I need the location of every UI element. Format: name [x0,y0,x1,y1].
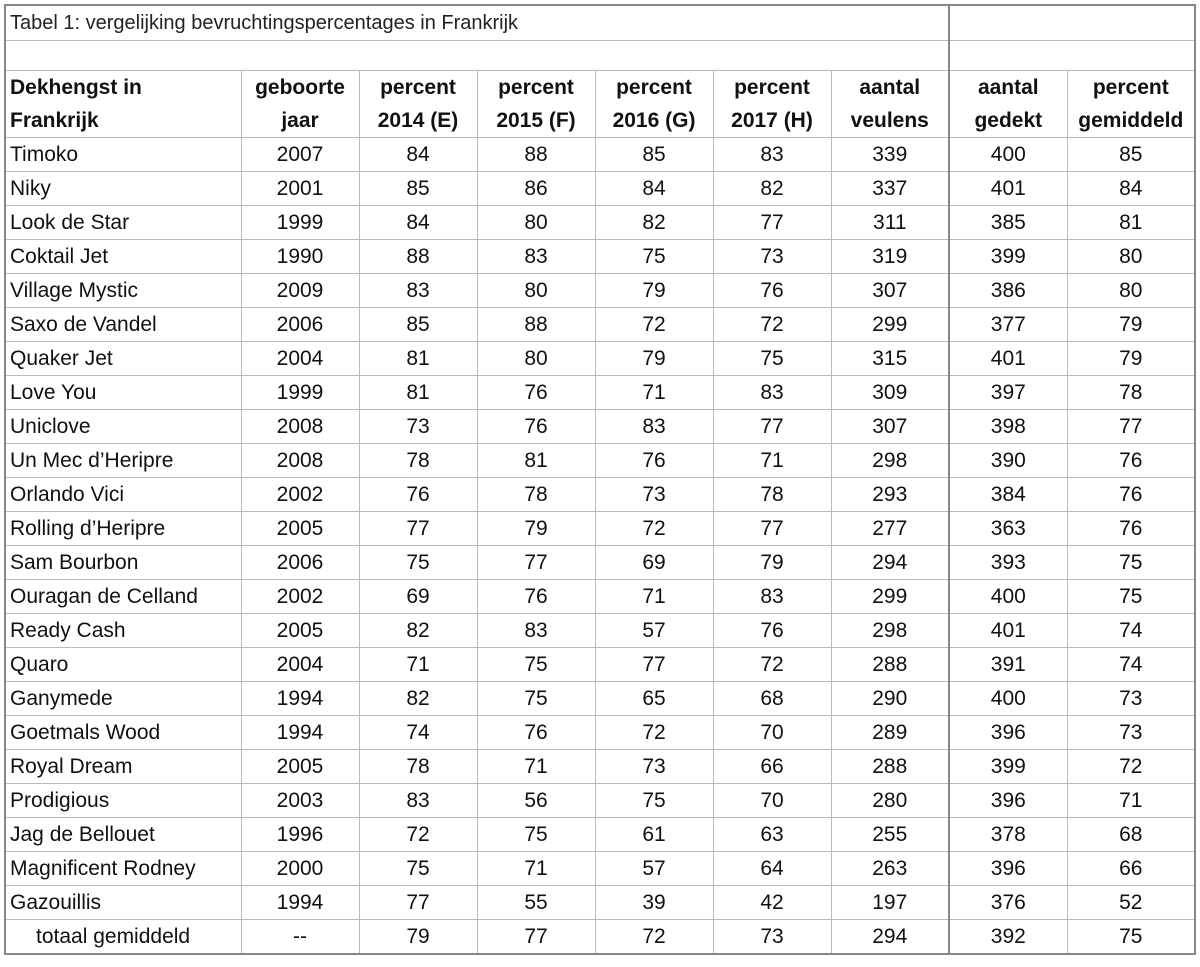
header-stallion: Dekhengst in Frankrijk [5,71,241,138]
cell-birth-year: 1990 [241,240,359,274]
cell-foals-count: 298 [831,614,949,648]
table-row [5,342,1195,376]
table-row [5,138,1195,172]
cell-foals-count: 294 [831,546,949,580]
cell-stallion-name: Magnificent Rodney [5,852,241,886]
cell-foals-count: 263 [831,852,949,886]
total-percent-2016: 72 [595,920,713,955]
cell-percent-2017: 79 [713,546,831,580]
table-row [5,750,1195,784]
cell-stallion-name: Orlando Vici [5,478,241,512]
cell-percent-average: 80 [1067,274,1195,308]
table-row [5,410,1195,444]
cell-percent-2014: 75 [359,852,477,886]
spacer-cell [5,41,949,71]
table-row [5,546,1195,580]
cell-percent-2014: 85 [359,172,477,206]
cell-percent-2017: 64 [713,852,831,886]
cell-percent-2015: 77 [477,546,595,580]
cell-birth-year: 1994 [241,682,359,716]
cell-percent-2014: 77 [359,886,477,920]
cell-percent-2015: 55 [477,886,595,920]
cell-percent-2015: 76 [477,580,595,614]
table-title: Tabel 1: vergelijking bevruchtingspercentages in Frankrijk [5,5,949,41]
cell-stallion-name: Prodigious [5,784,241,818]
cell-percent-2016: 75 [595,784,713,818]
cell-covered-count: 399 [949,750,1067,784]
cell-percent-2016: 76 [595,444,713,478]
cell-percent-2014: 81 [359,376,477,410]
cell-percent-2016: 77 [595,648,713,682]
cell-percent-2014: 69 [359,580,477,614]
cell-foals-count: 319 [831,240,949,274]
cell-percent-2016: 73 [595,750,713,784]
cell-foals-count: 288 [831,648,949,682]
cell-stallion-name: Love You [5,376,241,410]
cell-percent-2015: 86 [477,172,595,206]
cell-birth-year: 2009 [241,274,359,308]
cell-percent-average: 66 [1067,852,1195,886]
header-percent-2017: percent 2017 (H) [713,71,831,138]
cell-covered-count: 391 [949,648,1067,682]
table-row [5,648,1195,682]
cell-percent-2015: 75 [477,648,595,682]
cell-covered-count: 401 [949,342,1067,376]
cell-foals-count: 315 [831,342,949,376]
cell-covered-count: 401 [949,172,1067,206]
cell-percent-average: 76 [1067,512,1195,546]
cell-covered-count: 401 [949,614,1067,648]
cell-percent-average: 73 [1067,682,1195,716]
total-percent-2015: 77 [477,920,595,955]
cell-stallion-name: Niky [5,172,241,206]
cell-percent-average: 80 [1067,240,1195,274]
total-birth-year: -- [241,920,359,955]
cell-birth-year: 2005 [241,512,359,546]
cell-percent-2016: 79 [595,342,713,376]
table-row [5,818,1195,852]
cell-percent-2017: 83 [713,138,831,172]
cell-birth-year: 2002 [241,580,359,614]
cell-stallion-name: Jag de Bellouet [5,818,241,852]
cell-birth-year: 2007 [241,138,359,172]
cell-foals-count: 197 [831,886,949,920]
header-covered-count: aantal gedekt [949,71,1067,138]
cell-percent-2014: 83 [359,784,477,818]
cell-percent-2015: 76 [477,376,595,410]
cell-birth-year: 2003 [241,784,359,818]
title-row-right-cell [949,5,1195,41]
table-row [5,716,1195,750]
cell-percent-2016: 84 [595,172,713,206]
total-row [5,920,1195,955]
cell-stallion-name: Timoko [5,138,241,172]
cell-percent-2014: 84 [359,138,477,172]
cell-percent-2016: 71 [595,580,713,614]
cell-percent-2016: 39 [595,886,713,920]
cell-percent-2015: 71 [477,750,595,784]
cell-percent-2017: 77 [713,512,831,546]
cell-percent-2017: 70 [713,784,831,818]
cell-percent-2017: 77 [713,206,831,240]
cell-percent-2015: 83 [477,614,595,648]
cell-covered-count: 400 [949,682,1067,716]
cell-covered-count: 396 [949,784,1067,818]
cell-birth-year: 2005 [241,750,359,784]
cell-percent-2016: 72 [595,512,713,546]
total-stallion-name: totaal gemiddeld [5,920,241,955]
cell-foals-count: 299 [831,308,949,342]
header-percent-2014: percent 2014 (E) [359,71,477,138]
cell-percent-2016: 72 [595,308,713,342]
spreadsheet-table-sheet [4,4,1194,962]
cell-percent-2017: 78 [713,478,831,512]
cell-covered-count: 393 [949,546,1067,580]
cell-percent-2014: 78 [359,750,477,784]
cell-birth-year: 2001 [241,172,359,206]
cell-percent-average: 52 [1067,886,1195,920]
cell-percent-average: 76 [1067,478,1195,512]
cell-percent-2014: 82 [359,682,477,716]
cell-percent-2017: 75 [713,342,831,376]
cell-percent-2014: 77 [359,512,477,546]
cell-percent-2016: 61 [595,818,713,852]
cell-percent-2016: 82 [595,206,713,240]
header-percent-average: percent gemiddeld [1067,71,1195,138]
cell-percent-2017: 71 [713,444,831,478]
cell-stallion-name: Rolling d’Heripre [5,512,241,546]
table-row [5,512,1195,546]
fertility-comparison-table [4,4,1196,955]
cell-percent-2014: 81 [359,342,477,376]
cell-stallion-name: Goetmals Wood [5,716,241,750]
cell-percent-2016: 69 [595,546,713,580]
cell-percent-average: 78 [1067,376,1195,410]
cell-foals-count: 299 [831,580,949,614]
cell-percent-average: 73 [1067,716,1195,750]
header-percent-2016: percent 2016 (G) [595,71,713,138]
cell-percent-2015: 88 [477,308,595,342]
cell-percent-2016: 71 [595,376,713,410]
cell-covered-count: 397 [949,376,1067,410]
cell-stallion-name: Ganymede [5,682,241,716]
cell-covered-count: 363 [949,512,1067,546]
cell-stallion-name: Un Mec d’Heripre [5,444,241,478]
table-row [5,376,1195,410]
cell-percent-average: 74 [1067,648,1195,682]
cell-covered-count: 399 [949,240,1067,274]
cell-foals-count: 280 [831,784,949,818]
cell-percent-average: 77 [1067,410,1195,444]
cell-stallion-name: Sam Bourbon [5,546,241,580]
cell-percent-2017: 77 [713,410,831,444]
cell-percent-2017: 68 [713,682,831,716]
cell-percent-2017: 63 [713,818,831,852]
cell-stallion-name: Quaker Jet [5,342,241,376]
cell-stallion-name: Look de Star [5,206,241,240]
cell-foals-count: 255 [831,818,949,852]
cell-percent-2017: 83 [713,580,831,614]
cell-birth-year: 1999 [241,206,359,240]
table-row [5,172,1195,206]
cell-birth-year: 2008 [241,410,359,444]
table-row [5,478,1195,512]
cell-birth-year: 1994 [241,886,359,920]
table-row [5,580,1195,614]
cell-birth-year: 2008 [241,444,359,478]
header-percent-2015: percent 2015 (F) [477,71,595,138]
cell-percent-2016: 85 [595,138,713,172]
cell-percent-average: 68 [1067,818,1195,852]
cell-covered-count: 400 [949,580,1067,614]
cell-covered-count: 376 [949,886,1067,920]
cell-percent-2017: 73 [713,240,831,274]
cell-foals-count: 298 [831,444,949,478]
cell-covered-count: 384 [949,478,1067,512]
cell-stallion-name: Ouragan de Celland [5,580,241,614]
cell-covered-count: 386 [949,274,1067,308]
cell-covered-count: 385 [949,206,1067,240]
cell-percent-2017: 76 [713,614,831,648]
header-birth-year: geboorte jaar [241,71,359,138]
cell-percent-2015: 88 [477,138,595,172]
cell-percent-2015: 80 [477,342,595,376]
cell-foals-count: 293 [831,478,949,512]
cell-percent-2014: 82 [359,614,477,648]
cell-foals-count: 290 [831,682,949,716]
cell-percent-2017: 76 [713,274,831,308]
cell-covered-count: 390 [949,444,1067,478]
cell-birth-year: 1999 [241,376,359,410]
total-percent-2017: 73 [713,920,831,955]
cell-percent-2016: 72 [595,716,713,750]
cell-percent-2017: 72 [713,648,831,682]
cell-covered-count: 398 [949,410,1067,444]
cell-stallion-name: Coktail Jet [5,240,241,274]
table-row [5,852,1195,886]
cell-birth-year: 2006 [241,308,359,342]
total-covered-count: 392 [949,920,1067,955]
cell-percent-2014: 71 [359,648,477,682]
cell-percent-2014: 72 [359,818,477,852]
cell-percent-2015: 83 [477,240,595,274]
cell-covered-count: 377 [949,308,1067,342]
cell-percent-2015: 75 [477,682,595,716]
cell-percent-2014: 83 [359,274,477,308]
cell-percent-2014: 88 [359,240,477,274]
table-row [5,614,1195,648]
cell-percent-2015: 76 [477,716,595,750]
cell-percent-2017: 70 [713,716,831,750]
cell-percent-2017: 42 [713,886,831,920]
cell-percent-2015: 75 [477,818,595,852]
cell-birth-year: 2004 [241,342,359,376]
cell-percent-average: 81 [1067,206,1195,240]
cell-percent-average: 74 [1067,614,1195,648]
cell-percent-2014: 78 [359,444,477,478]
cell-birth-year: 2002 [241,478,359,512]
cell-percent-2015: 56 [477,784,595,818]
cell-foals-count: 309 [831,376,949,410]
cell-birth-year: 1994 [241,716,359,750]
cell-percent-average: 71 [1067,784,1195,818]
cell-covered-count: 396 [949,716,1067,750]
cell-foals-count: 339 [831,138,949,172]
table-row [5,784,1195,818]
table-row [5,886,1195,920]
cell-foals-count: 307 [831,274,949,308]
cell-percent-average: 72 [1067,750,1195,784]
total-percent-2014: 79 [359,920,477,955]
cell-percent-2014: 75 [359,546,477,580]
cell-percent-2016: 79 [595,274,713,308]
cell-stallion-name: Ready Cash [5,614,241,648]
cell-percent-2015: 80 [477,274,595,308]
cell-birth-year: 2004 [241,648,359,682]
cell-percent-2015: 81 [477,444,595,478]
cell-birth-year: 2006 [241,546,359,580]
table-row [5,444,1195,478]
cell-birth-year: 2005 [241,614,359,648]
cell-percent-2017: 66 [713,750,831,784]
cell-stallion-name: Village Mystic [5,274,241,308]
cell-percent-2016: 75 [595,240,713,274]
cell-stallion-name: Royal Dream [5,750,241,784]
cell-birth-year: 2000 [241,852,359,886]
cell-covered-count: 396 [949,852,1067,886]
cell-foals-count: 288 [831,750,949,784]
total-foals-count: 294 [831,920,949,955]
table-row [5,240,1195,274]
cell-stallion-name: Gazouillis [5,886,241,920]
table-row [5,206,1195,240]
cell-percent-2016: 57 [595,614,713,648]
cell-stallion-name: Saxo de Vandel [5,308,241,342]
cell-percent-2015: 71 [477,852,595,886]
spacer-cell-right [949,41,1195,71]
cell-foals-count: 307 [831,410,949,444]
cell-covered-count: 400 [949,138,1067,172]
total-percent-average: 75 [1067,920,1195,955]
cell-percent-average: 79 [1067,342,1195,376]
cell-foals-count: 289 [831,716,949,750]
cell-percent-2015: 78 [477,478,595,512]
table-row [5,274,1195,308]
table-row [5,308,1195,342]
cell-percent-average: 76 [1067,444,1195,478]
cell-percent-average: 84 [1067,172,1195,206]
cell-percent-2014: 84 [359,206,477,240]
cell-percent-2016: 73 [595,478,713,512]
cell-percent-2015: 80 [477,206,595,240]
cell-percent-2016: 65 [595,682,713,716]
cell-percent-2017: 72 [713,308,831,342]
cell-stallion-name: Uniclove [5,410,241,444]
cell-percent-2014: 73 [359,410,477,444]
cell-percent-average: 79 [1067,308,1195,342]
cell-percent-2015: 76 [477,410,595,444]
cell-percent-average: 75 [1067,546,1195,580]
header-row [5,71,1195,138]
cell-percent-2014: 85 [359,308,477,342]
cell-percent-2016: 83 [595,410,713,444]
cell-stallion-name: Quaro [5,648,241,682]
cell-foals-count: 277 [831,512,949,546]
cell-percent-2016: 57 [595,852,713,886]
spacer-row [5,41,1195,71]
title-row [5,5,1195,41]
cell-percent-2015: 79 [477,512,595,546]
cell-percent-2017: 83 [713,376,831,410]
header-foals-count: aantal veulens [831,71,949,138]
cell-percent-2014: 74 [359,716,477,750]
cell-percent-average: 75 [1067,580,1195,614]
cell-percent-average: 85 [1067,138,1195,172]
table-row [5,682,1195,716]
cell-percent-2017: 82 [713,172,831,206]
cell-foals-count: 337 [831,172,949,206]
cell-foals-count: 311 [831,206,949,240]
cell-birth-year: 1996 [241,818,359,852]
cell-percent-2014: 76 [359,478,477,512]
cell-covered-count: 378 [949,818,1067,852]
